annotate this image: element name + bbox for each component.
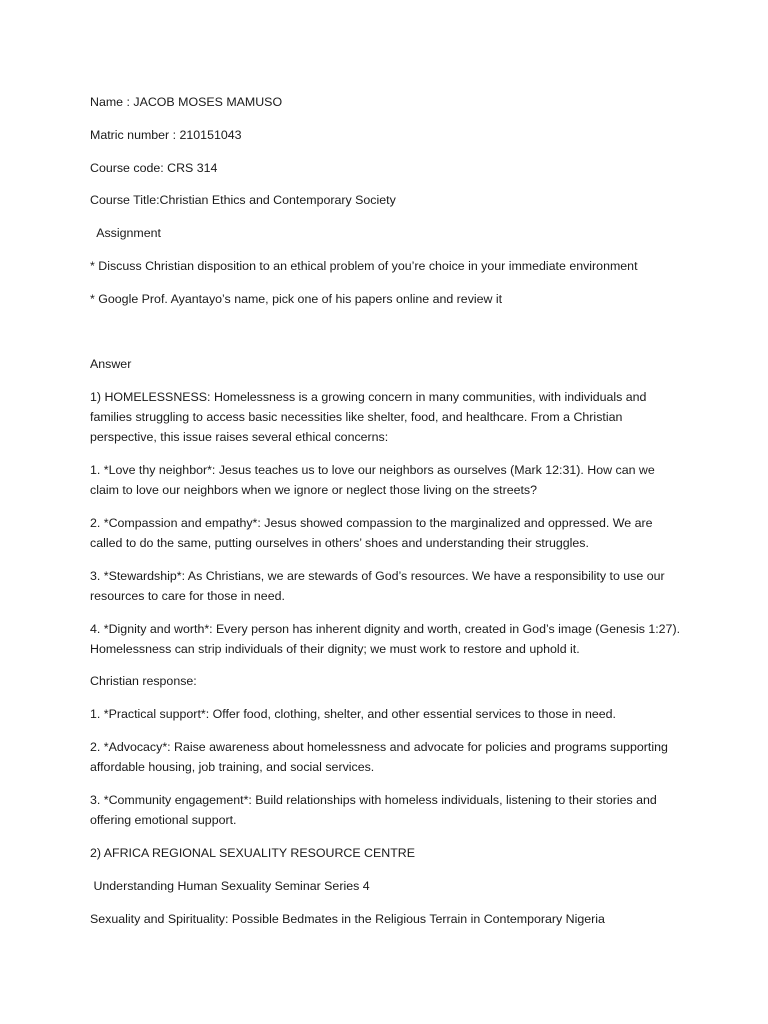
assignment-question-2: * Google Prof. Ayantayo’s name, pick one of his papers online and review it bbox=[90, 292, 503, 306]
matric-number: Matric number : 210151043 bbox=[90, 128, 242, 142]
homelessness-intro: 1) HOMELESSNESS: Homelessness is a growing concern in many communities, with individuals and families struggling to access basic necessities like shelter, food, and healthcare. From a Christian perspective, this issue raises several ethical concerns: bbox=[90, 390, 647, 444]
ethical-concern-1: 1. *Love thy neighbor*: Jesus teaches us to love our neighbors as ourselves (Mark 12:31). How can we claim to love our neighbors when we ignore or neglect those living on the streets? bbox=[90, 463, 655, 497]
answer-heading: Answer bbox=[90, 357, 132, 371]
response-1: 1. *Practical support*: Offer food, clothing, shelter, and other essential services to those in need. bbox=[90, 707, 616, 721]
course-title: Course Title:Christian Ethics and Contemporary Society bbox=[90, 193, 396, 207]
response-3: 3. *Community engagement*: Build relationships with homeless individuals, listening to their stories and offering emotional support. bbox=[90, 793, 657, 827]
assignment-question-1: * Discuss Christian disposition to an ethical problem of you’re choice in your immediate environment bbox=[90, 259, 638, 273]
seminar-series-line: Understanding Human Sexuality Seminar Series 4 bbox=[90, 879, 370, 893]
course-code: Course code: CRS 314 bbox=[90, 161, 218, 175]
assignment-heading: Assignment bbox=[90, 226, 161, 240]
ethical-concern-3: 3. *Stewardship*: As Christians, we are stewards of God’s resources. We have a responsibility to use our resources to care for those in need. bbox=[90, 569, 665, 603]
student-name: Name : JACOB MOSES MAMUSO bbox=[90, 95, 283, 109]
ethical-concern-2: 2. *Compassion and empathy*: Jesus showed compassion to the marginalized and oppressed. We are called to do the same, putting ourselves in others’ shoes and understanding their struggles. bbox=[90, 516, 653, 550]
response-2: 2. *Advocacy*: Raise awareness about homelessness and advocate for policies and programs supporting affordable housing, job training, and social services. bbox=[90, 740, 668, 774]
paper-title-line: Sexuality and Spirituality: Possible Bedmates in the Religious Terrain in Contemporary Nigeria bbox=[90, 912, 605, 926]
section-2-heading: 2) AFRICA REGIONAL SEXUALITY RESOURCE CENTRE bbox=[90, 846, 415, 860]
ethical-concern-4: 4. *Dignity and worth*: Every person has inherent dignity and worth, created in God’s image (Genesis 1:27). Homelessness can strip individuals of their dignity; we must work to restore and uphold it. bbox=[90, 622, 681, 656]
christian-response-heading: Christian response: bbox=[90, 674, 197, 688]
